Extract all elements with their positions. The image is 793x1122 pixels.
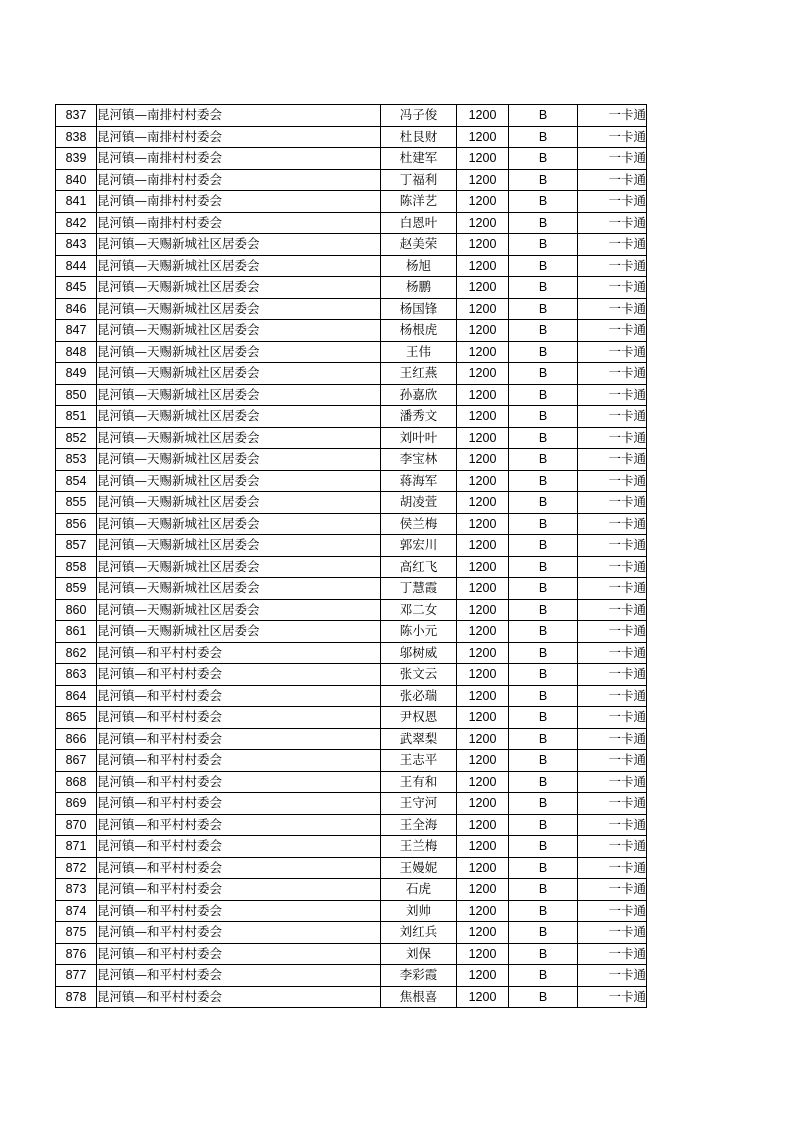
payment-method-cell: 一卡通 bbox=[578, 406, 647, 428]
amount-cell: 1200 bbox=[457, 148, 509, 170]
amount-cell: 1200 bbox=[457, 879, 509, 901]
grade-cell: B bbox=[509, 234, 578, 256]
person-name-cell: 焦根喜 bbox=[381, 986, 457, 1008]
row-number: 845 bbox=[56, 277, 97, 299]
amount-cell: 1200 bbox=[457, 836, 509, 858]
person-name-cell: 王伟 bbox=[381, 341, 457, 363]
table-row bbox=[56, 513, 647, 535]
grade-cell: B bbox=[509, 685, 578, 707]
person-name-cell: 高红飞 bbox=[381, 556, 457, 578]
table-row bbox=[56, 728, 647, 750]
amount-cell: 1200 bbox=[457, 965, 509, 987]
row-number: 850 bbox=[56, 384, 97, 406]
person-name-cell: 王守河 bbox=[381, 793, 457, 815]
table-row bbox=[56, 814, 647, 836]
grade-cell: B bbox=[509, 105, 578, 127]
organization-cell: 昆河镇—天赐新城社区居委会 bbox=[97, 341, 381, 363]
table-row bbox=[56, 664, 647, 686]
payment-method-cell: 一卡通 bbox=[578, 277, 647, 299]
amount-cell: 1200 bbox=[457, 449, 509, 471]
table-row bbox=[56, 492, 647, 514]
amount-cell: 1200 bbox=[457, 707, 509, 729]
organization-cell: 昆河镇—南排村村委会 bbox=[97, 212, 381, 234]
row-number: 854 bbox=[56, 470, 97, 492]
grade-cell: B bbox=[509, 298, 578, 320]
person-name-cell: 陈洋艺 bbox=[381, 191, 457, 213]
person-name-cell: 邓二女 bbox=[381, 599, 457, 621]
row-number: 838 bbox=[56, 126, 97, 148]
payment-method-cell: 一卡通 bbox=[578, 879, 647, 901]
organization-cell: 昆河镇—南排村村委会 bbox=[97, 126, 381, 148]
amount-cell: 1200 bbox=[457, 642, 509, 664]
organization-cell: 昆河镇—天赐新城社区居委会 bbox=[97, 406, 381, 428]
payment-method-cell: 一卡通 bbox=[578, 900, 647, 922]
payment-method-cell: 一卡通 bbox=[578, 578, 647, 600]
person-name-cell: 丁慧霞 bbox=[381, 578, 457, 600]
grade-cell: B bbox=[509, 470, 578, 492]
person-name-cell: 王嫚妮 bbox=[381, 857, 457, 879]
grade-cell: B bbox=[509, 793, 578, 815]
row-number: 855 bbox=[56, 492, 97, 514]
table-row bbox=[56, 212, 647, 234]
person-name-cell: 张文云 bbox=[381, 664, 457, 686]
person-name-cell: 侯兰梅 bbox=[381, 513, 457, 535]
payment-method-cell: 一卡通 bbox=[578, 922, 647, 944]
grade-cell: B bbox=[509, 535, 578, 557]
grade-cell: B bbox=[509, 341, 578, 363]
organization-cell: 昆河镇—和平村村委会 bbox=[97, 900, 381, 922]
organization-cell: 昆河镇—和平村村委会 bbox=[97, 793, 381, 815]
amount-cell: 1200 bbox=[457, 126, 509, 148]
person-name-cell: 尹权恩 bbox=[381, 707, 457, 729]
table-row bbox=[56, 406, 647, 428]
row-number: 853 bbox=[56, 449, 97, 471]
payment-method-cell: 一卡通 bbox=[578, 148, 647, 170]
table-row bbox=[56, 363, 647, 385]
table-row bbox=[56, 169, 647, 191]
payment-method-cell: 一卡通 bbox=[578, 105, 647, 127]
person-name-cell: 杜建军 bbox=[381, 148, 457, 170]
table-row bbox=[56, 255, 647, 277]
person-name-cell: 白恩叶 bbox=[381, 212, 457, 234]
amount-cell: 1200 bbox=[457, 105, 509, 127]
amount-cell: 1200 bbox=[457, 578, 509, 600]
table-row bbox=[56, 685, 647, 707]
amount-cell: 1200 bbox=[457, 814, 509, 836]
organization-cell: 昆河镇—天赐新城社区居委会 bbox=[97, 513, 381, 535]
grade-cell: B bbox=[509, 578, 578, 600]
table-row bbox=[56, 126, 647, 148]
row-number: 837 bbox=[56, 105, 97, 127]
organization-cell: 昆河镇—天赐新城社区居委会 bbox=[97, 298, 381, 320]
organization-cell: 昆河镇—天赐新城社区居委会 bbox=[97, 578, 381, 600]
row-number: 846 bbox=[56, 298, 97, 320]
organization-cell: 昆河镇—和平村村委会 bbox=[97, 814, 381, 836]
organization-cell: 昆河镇—天赐新城社区居委会 bbox=[97, 621, 381, 643]
person-name-cell: 邬树威 bbox=[381, 642, 457, 664]
row-number: 856 bbox=[56, 513, 97, 535]
amount-cell: 1200 bbox=[457, 900, 509, 922]
payment-method-cell: 一卡通 bbox=[578, 535, 647, 557]
amount-cell: 1200 bbox=[457, 255, 509, 277]
amount-cell: 1200 bbox=[457, 320, 509, 342]
row-number: 864 bbox=[56, 685, 97, 707]
grade-cell: B bbox=[509, 449, 578, 471]
payment-method-cell: 一卡通 bbox=[578, 728, 647, 750]
roster-table-body bbox=[56, 105, 647, 1008]
organization-cell: 昆河镇—和平村村委会 bbox=[97, 707, 381, 729]
table-row bbox=[56, 298, 647, 320]
organization-cell: 昆河镇—和平村村委会 bbox=[97, 922, 381, 944]
person-name-cell: 李宝林 bbox=[381, 449, 457, 471]
organization-cell: 昆河镇—和平村村委会 bbox=[97, 879, 381, 901]
person-name-cell: 潘秀文 bbox=[381, 406, 457, 428]
table-row bbox=[56, 771, 647, 793]
amount-cell: 1200 bbox=[457, 470, 509, 492]
payment-method-cell: 一卡通 bbox=[578, 234, 647, 256]
grade-cell: B bbox=[509, 707, 578, 729]
payment-method-cell: 一卡通 bbox=[578, 492, 647, 514]
payment-method-cell: 一卡通 bbox=[578, 449, 647, 471]
payment-method-cell: 一卡通 bbox=[578, 556, 647, 578]
grade-cell: B bbox=[509, 965, 578, 987]
grade-cell: B bbox=[509, 900, 578, 922]
grade-cell: B bbox=[509, 363, 578, 385]
payment-method-cell: 一卡通 bbox=[578, 298, 647, 320]
grade-cell: B bbox=[509, 664, 578, 686]
organization-cell: 昆河镇—天赐新城社区居委会 bbox=[97, 535, 381, 557]
roster-table bbox=[55, 104, 647, 1008]
grade-cell: B bbox=[509, 169, 578, 191]
table-row bbox=[56, 384, 647, 406]
amount-cell: 1200 bbox=[457, 922, 509, 944]
row-number: 851 bbox=[56, 406, 97, 428]
table-row bbox=[56, 341, 647, 363]
row-number: 874 bbox=[56, 900, 97, 922]
row-number: 863 bbox=[56, 664, 97, 686]
amount-cell: 1200 bbox=[457, 277, 509, 299]
organization-cell: 昆河镇—天赐新城社区居委会 bbox=[97, 449, 381, 471]
amount-cell: 1200 bbox=[457, 492, 509, 514]
table-row bbox=[56, 556, 647, 578]
row-number: 873 bbox=[56, 879, 97, 901]
person-name-cell: 武翠梨 bbox=[381, 728, 457, 750]
row-number: 842 bbox=[56, 212, 97, 234]
grade-cell: B bbox=[509, 857, 578, 879]
row-number: 861 bbox=[56, 621, 97, 643]
amount-cell: 1200 bbox=[457, 943, 509, 965]
payment-method-cell: 一卡通 bbox=[578, 513, 647, 535]
row-number: 852 bbox=[56, 427, 97, 449]
person-name-cell: 赵美荣 bbox=[381, 234, 457, 256]
payment-method-cell: 一卡通 bbox=[578, 191, 647, 213]
row-number: 844 bbox=[56, 255, 97, 277]
grade-cell: B bbox=[509, 943, 578, 965]
person-name-cell: 刘保 bbox=[381, 943, 457, 965]
amount-cell: 1200 bbox=[457, 728, 509, 750]
grade-cell: B bbox=[509, 277, 578, 299]
payment-method-cell: 一卡通 bbox=[578, 363, 647, 385]
payment-method-cell: 一卡通 bbox=[578, 642, 647, 664]
organization-cell: 昆河镇—天赐新城社区居委会 bbox=[97, 255, 381, 277]
row-number: 847 bbox=[56, 320, 97, 342]
organization-cell: 昆河镇—和平村村委会 bbox=[97, 664, 381, 686]
person-name-cell: 王有和 bbox=[381, 771, 457, 793]
row-number: 865 bbox=[56, 707, 97, 729]
payment-method-cell: 一卡通 bbox=[578, 814, 647, 836]
person-name-cell: 蒋海军 bbox=[381, 470, 457, 492]
table-row bbox=[56, 234, 647, 256]
organization-cell: 昆河镇—和平村村委会 bbox=[97, 728, 381, 750]
grade-cell: B bbox=[509, 836, 578, 858]
table-row bbox=[56, 277, 647, 299]
person-name-cell: 杨国锋 bbox=[381, 298, 457, 320]
payment-method-cell: 一卡通 bbox=[578, 793, 647, 815]
payment-method-cell: 一卡通 bbox=[578, 707, 647, 729]
table-row bbox=[56, 879, 647, 901]
row-number: 872 bbox=[56, 857, 97, 879]
grade-cell: B bbox=[509, 406, 578, 428]
amount-cell: 1200 bbox=[457, 750, 509, 772]
payment-method-cell: 一卡通 bbox=[578, 943, 647, 965]
grade-cell: B bbox=[509, 148, 578, 170]
row-number: 869 bbox=[56, 793, 97, 815]
payment-method-cell: 一卡通 bbox=[578, 750, 647, 772]
payment-method-cell: 一卡通 bbox=[578, 685, 647, 707]
person-name-cell: 杨根虎 bbox=[381, 320, 457, 342]
person-name-cell: 王红燕 bbox=[381, 363, 457, 385]
organization-cell: 昆河镇—天赐新城社区居委会 bbox=[97, 599, 381, 621]
grade-cell: B bbox=[509, 255, 578, 277]
amount-cell: 1200 bbox=[457, 986, 509, 1008]
payment-method-cell: 一卡通 bbox=[578, 664, 647, 686]
row-number: 868 bbox=[56, 771, 97, 793]
table-row bbox=[56, 449, 647, 471]
row-number: 840 bbox=[56, 169, 97, 191]
organization-cell: 昆河镇—天赐新城社区居委会 bbox=[97, 384, 381, 406]
table-row bbox=[56, 427, 647, 449]
table-row bbox=[56, 578, 647, 600]
grade-cell: B bbox=[509, 492, 578, 514]
table-row bbox=[56, 535, 647, 557]
grade-cell: B bbox=[509, 771, 578, 793]
grade-cell: B bbox=[509, 384, 578, 406]
person-name-cell: 李彩霞 bbox=[381, 965, 457, 987]
amount-cell: 1200 bbox=[457, 685, 509, 707]
payment-method-cell: 一卡通 bbox=[578, 836, 647, 858]
row-number: 849 bbox=[56, 363, 97, 385]
organization-cell: 昆河镇—天赐新城社区居委会 bbox=[97, 556, 381, 578]
payment-method-cell: 一卡通 bbox=[578, 384, 647, 406]
organization-cell: 昆河镇—天赐新城社区居委会 bbox=[97, 427, 381, 449]
row-number: 878 bbox=[56, 986, 97, 1008]
person-name-cell: 冯子俊 bbox=[381, 105, 457, 127]
organization-cell: 昆河镇—南排村村委会 bbox=[97, 148, 381, 170]
organization-cell: 昆河镇—和平村村委会 bbox=[97, 857, 381, 879]
row-number: 843 bbox=[56, 234, 97, 256]
grade-cell: B bbox=[509, 642, 578, 664]
amount-cell: 1200 bbox=[457, 513, 509, 535]
payment-method-cell: 一卡通 bbox=[578, 341, 647, 363]
amount-cell: 1200 bbox=[457, 793, 509, 815]
person-name-cell: 王全海 bbox=[381, 814, 457, 836]
amount-cell: 1200 bbox=[457, 298, 509, 320]
payment-method-cell: 一卡通 bbox=[578, 986, 647, 1008]
grade-cell: B bbox=[509, 320, 578, 342]
table-row bbox=[56, 943, 647, 965]
organization-cell: 昆河镇—和平村村委会 bbox=[97, 642, 381, 664]
table-row bbox=[56, 922, 647, 944]
amount-cell: 1200 bbox=[457, 406, 509, 428]
amount-cell: 1200 bbox=[457, 341, 509, 363]
organization-cell: 昆河镇—天赐新城社区居委会 bbox=[97, 492, 381, 514]
person-name-cell: 丁福利 bbox=[381, 169, 457, 191]
table-row bbox=[56, 707, 647, 729]
person-name-cell: 孙嘉欣 bbox=[381, 384, 457, 406]
grade-cell: B bbox=[509, 986, 578, 1008]
grade-cell: B bbox=[509, 556, 578, 578]
person-name-cell: 王兰梅 bbox=[381, 836, 457, 858]
table-row bbox=[56, 599, 647, 621]
amount-cell: 1200 bbox=[457, 556, 509, 578]
person-name-cell: 郭宏川 bbox=[381, 535, 457, 557]
payment-method-cell: 一卡通 bbox=[578, 126, 647, 148]
payment-method-cell: 一卡通 bbox=[578, 320, 647, 342]
payment-method-cell: 一卡通 bbox=[578, 212, 647, 234]
person-name-cell: 刘帅 bbox=[381, 900, 457, 922]
organization-cell: 昆河镇—天赐新城社区居委会 bbox=[97, 234, 381, 256]
organization-cell: 昆河镇—和平村村委会 bbox=[97, 965, 381, 987]
person-name-cell: 刘红兵 bbox=[381, 922, 457, 944]
organization-cell: 昆河镇—天赐新城社区居委会 bbox=[97, 363, 381, 385]
table-row bbox=[56, 986, 647, 1008]
amount-cell: 1200 bbox=[457, 427, 509, 449]
row-number: 860 bbox=[56, 599, 97, 621]
table-row bbox=[56, 320, 647, 342]
row-number: 859 bbox=[56, 578, 97, 600]
table-row bbox=[56, 621, 647, 643]
amount-cell: 1200 bbox=[457, 857, 509, 879]
person-name-cell: 杨旭 bbox=[381, 255, 457, 277]
payment-method-cell: 一卡通 bbox=[578, 965, 647, 987]
row-number: 871 bbox=[56, 836, 97, 858]
amount-cell: 1200 bbox=[457, 384, 509, 406]
amount-cell: 1200 bbox=[457, 191, 509, 213]
grade-cell: B bbox=[509, 191, 578, 213]
grade-cell: B bbox=[509, 126, 578, 148]
payment-method-cell: 一卡通 bbox=[578, 857, 647, 879]
row-number: 875 bbox=[56, 922, 97, 944]
payment-method-cell: 一卡通 bbox=[578, 255, 647, 277]
table-row bbox=[56, 965, 647, 987]
grade-cell: B bbox=[509, 814, 578, 836]
organization-cell: 昆河镇—和平村村委会 bbox=[97, 685, 381, 707]
amount-cell: 1200 bbox=[457, 363, 509, 385]
row-number: 866 bbox=[56, 728, 97, 750]
table-row bbox=[56, 857, 647, 879]
grade-cell: B bbox=[509, 879, 578, 901]
table-row bbox=[56, 470, 647, 492]
organization-cell: 昆河镇—和平村村委会 bbox=[97, 943, 381, 965]
row-number: 839 bbox=[56, 148, 97, 170]
amount-cell: 1200 bbox=[457, 212, 509, 234]
row-number: 848 bbox=[56, 341, 97, 363]
organization-cell: 昆河镇—和平村村委会 bbox=[97, 771, 381, 793]
grade-cell: B bbox=[509, 599, 578, 621]
row-number: 867 bbox=[56, 750, 97, 772]
amount-cell: 1200 bbox=[457, 664, 509, 686]
organization-cell: 昆河镇—南排村村委会 bbox=[97, 105, 381, 127]
grade-cell: B bbox=[509, 621, 578, 643]
organization-cell: 昆河镇—天赐新城社区居委会 bbox=[97, 320, 381, 342]
table-row bbox=[56, 900, 647, 922]
grade-cell: B bbox=[509, 427, 578, 449]
payment-method-cell: 一卡通 bbox=[578, 621, 647, 643]
row-number: 841 bbox=[56, 191, 97, 213]
organization-cell: 昆河镇—天赐新城社区居委会 bbox=[97, 277, 381, 299]
row-number: 876 bbox=[56, 943, 97, 965]
organization-cell: 昆河镇—南排村村委会 bbox=[97, 169, 381, 191]
person-name-cell: 杜艮财 bbox=[381, 126, 457, 148]
grade-cell: B bbox=[509, 728, 578, 750]
person-name-cell: 杨鹏 bbox=[381, 277, 457, 299]
row-number: 862 bbox=[56, 642, 97, 664]
table-row bbox=[56, 148, 647, 170]
payment-method-cell: 一卡通 bbox=[578, 427, 647, 449]
amount-cell: 1200 bbox=[457, 234, 509, 256]
grade-cell: B bbox=[509, 513, 578, 535]
table-row bbox=[56, 793, 647, 815]
payment-method-cell: 一卡通 bbox=[578, 470, 647, 492]
organization-cell: 昆河镇—和平村村委会 bbox=[97, 750, 381, 772]
organization-cell: 昆河镇—和平村村委会 bbox=[97, 836, 381, 858]
grade-cell: B bbox=[509, 212, 578, 234]
amount-cell: 1200 bbox=[457, 599, 509, 621]
organization-cell: 昆河镇—天赐新城社区居委会 bbox=[97, 470, 381, 492]
payment-method-cell: 一卡通 bbox=[578, 771, 647, 793]
table-row bbox=[56, 642, 647, 664]
grade-cell: B bbox=[509, 922, 578, 944]
row-number: 857 bbox=[56, 535, 97, 557]
row-number: 877 bbox=[56, 965, 97, 987]
person-name-cell: 陈小元 bbox=[381, 621, 457, 643]
organization-cell: 昆河镇—和平村村委会 bbox=[97, 986, 381, 1008]
table-row bbox=[56, 191, 647, 213]
table-row bbox=[56, 836, 647, 858]
payment-method-cell: 一卡通 bbox=[578, 599, 647, 621]
amount-cell: 1200 bbox=[457, 169, 509, 191]
table-row bbox=[56, 105, 647, 127]
person-name-cell: 刘叶叶 bbox=[381, 427, 457, 449]
person-name-cell: 张必瑞 bbox=[381, 685, 457, 707]
row-number: 870 bbox=[56, 814, 97, 836]
person-name-cell: 王志平 bbox=[381, 750, 457, 772]
amount-cell: 1200 bbox=[457, 535, 509, 557]
person-name-cell: 胡凌萱 bbox=[381, 492, 457, 514]
table-row bbox=[56, 750, 647, 772]
amount-cell: 1200 bbox=[457, 621, 509, 643]
person-name-cell: 石虎 bbox=[381, 879, 457, 901]
grade-cell: B bbox=[509, 750, 578, 772]
amount-cell: 1200 bbox=[457, 771, 509, 793]
organization-cell: 昆河镇—南排村村委会 bbox=[97, 191, 381, 213]
payment-method-cell: 一卡通 bbox=[578, 169, 647, 191]
row-number: 858 bbox=[56, 556, 97, 578]
